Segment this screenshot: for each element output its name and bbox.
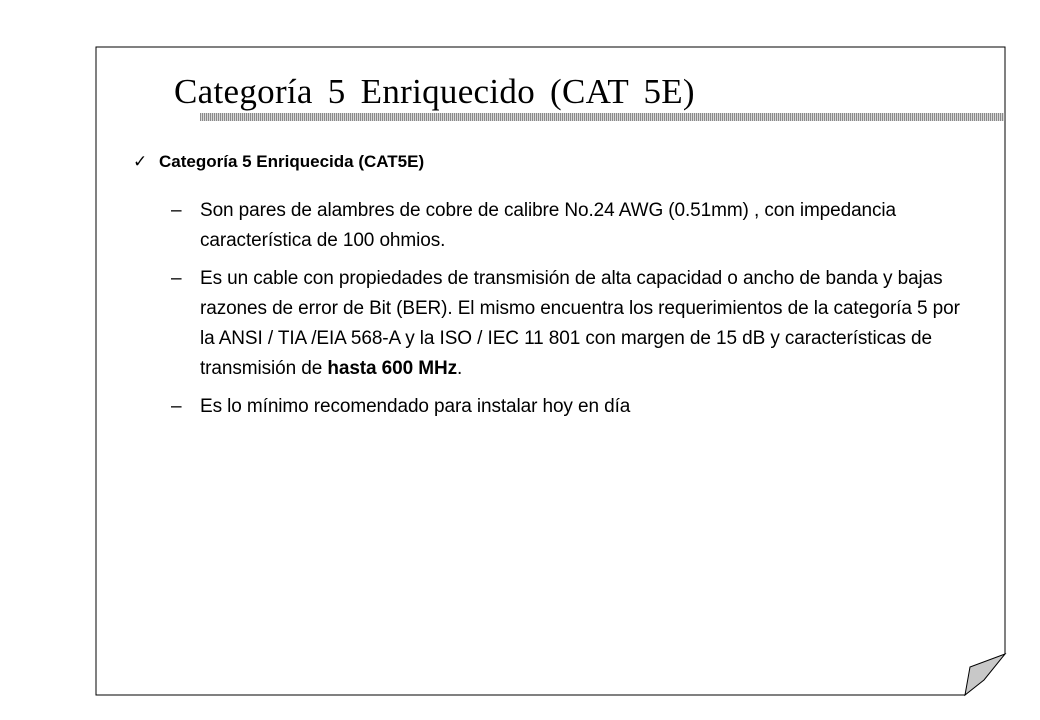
sub-bullet-2	[171, 264, 961, 384]
sub-bullet-text: Es lo mínimo recomendado para instalar hoy en día	[200, 396, 631, 417]
check-icon: ✓	[133, 152, 148, 171]
bold-frequency: hasta 600 MHz	[327, 358, 457, 379]
dash-marker: –	[171, 268, 182, 289]
sub-bullet-text: Son pares de alambres de cobre de calibre No.24 AWG (0.51mm) , con impedancia característica de 100 ohmios.	[200, 200, 897, 251]
sub-bullet-1	[171, 196, 961, 256]
sub-bullet-3	[171, 392, 961, 422]
sub-bullet-text-before: Es un cable con propiedades de transmisión de alta capacidad o ancho de banda y bajas razones de error de Bit (BER). El mismo encuentra los requerimientos de la categoría 5 por la ANSI / TIA /EIA 568-A y la ISO / IEC 11 801 con margen de 15 dB y características de transmisión de	[200, 268, 960, 379]
sub-bullet-text	[200, 264, 961, 384]
dash-marker: –	[171, 396, 182, 417]
main-bullet-text: Categoría 5 Enriquecida (CAT5E)	[159, 152, 425, 171]
sub-bullet-list	[171, 196, 961, 430]
dash-marker: –	[171, 200, 182, 221]
main-bullet	[133, 152, 424, 172]
sub-bullet-text-after: .	[456, 358, 463, 379]
slide-title: Categoría 5 Enriquecido (CAT 5E)	[174, 72, 695, 111]
